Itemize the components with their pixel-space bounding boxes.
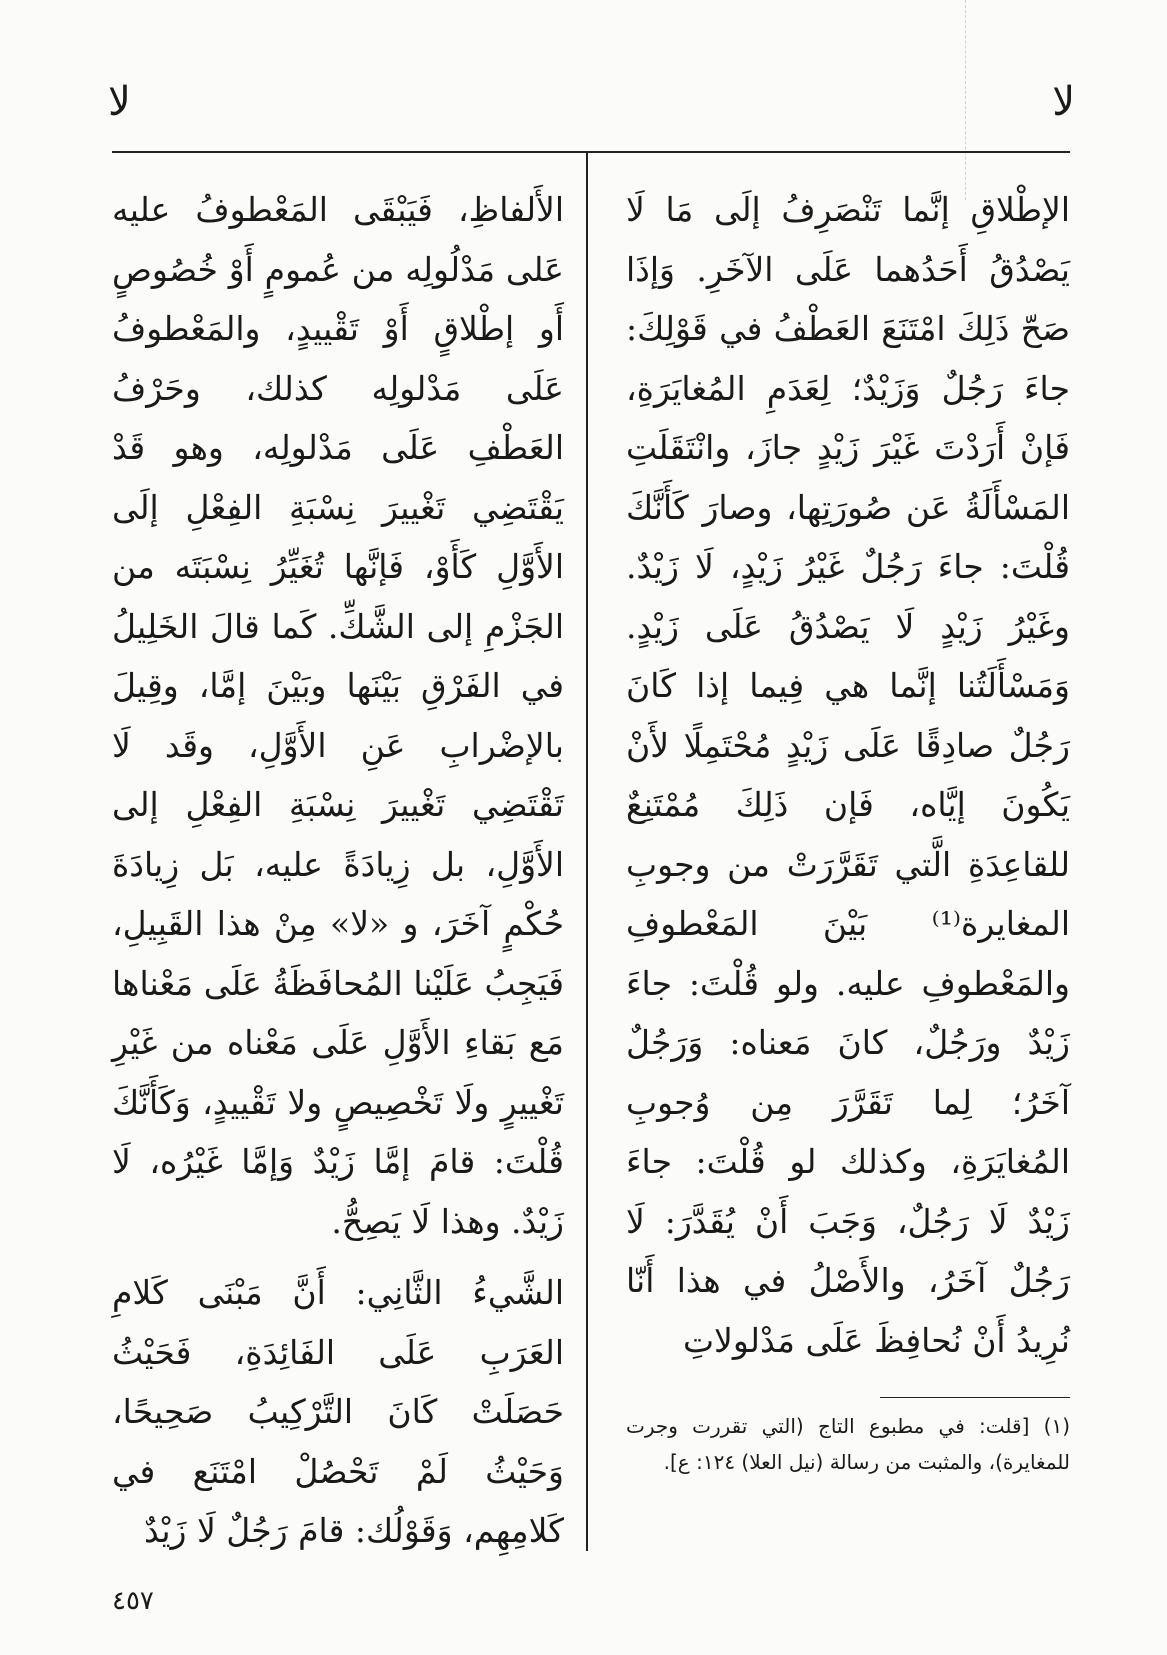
left-column-paragraph-1: الأَلفاظِ، فَيَبْقَى المَعْطوفُ عليه عَلى مَدْلُولِه من عُمومٍ أَوْ خُصُوصٍ أَو إطْلاقٍ أَوْ تَقْييدٍ، والمَعْطوفُ عَلَى مَدْلولِه كذلك، وحَرْفُ العَطْفِ عَلَى مَدْلولِه، وهو قَدْ يَقْتَضِي تَغْييرَ نِسْبَةِ الفِعْلِ إلَى الأَوَّلِ كَأَوْ، فَإنَّها تُغَيِّرُ نِسْبَتَه من الجَزْمِ إلى الشَّكِّ. كَما قالَ الخَلِيلُ في الفَرْقِ بَيْنَها وبَيْنَ إمَّا، وقِيلَ بالإضْرابِ عَنِ الأَوَّلِ، وقَد لَا تَقْتَضِي تَغْييرَ نِسْبَةِ الفِعْلِ إلى الأَوَّلِ، بل زِيادَةً عليه، بَل زِيادَةَ حُكْمٍ آخَرَ، و «لا» مِنْ هذا القَبِيلِ، فَيَجِبُ عَلَيْنا المُحافَظَةُ عَلَى مَعْناها مَع بَقاءِ الأَوَّلِ عَلَى مَعْناه من غَيْرِ تَغْييرٍ ولَا تَخْصِيصٍ ولا تَقْييدٍ، وَكَأَنَّكَ قُلْتَ: قامَ إمَّا زَيْدٌ وَإمَّا غَيْرُه، لَا زَيْدٌ. وهذا لَا يَصِحُّ. <box>112 190 564 1241</box>
page-number: ٤٥٧ <box>112 1586 154 1616</box>
right-column-paragraph: الإطْلاقِ إنَّما تَنْصَرِفُ إلَى مَا لَا يَصْدُقُ أَحَدُهما عَلَى الآخَرِ. وَإذَا صَحّ ذَلِكَ امْتَنَعَ العَطْفُ في قَوْلِكَ: جاءَ رَجُلٌ وَزَيْدٌ؛ لِعَدَمِ المُغايَرَةِ، فَإنْ أَرَدْتَ غَيْرَ زَيْدٍ جازَ، وانْتَقَلَتِ المَسْأَلَةُ عَن صُورَتِها، وصارَ كَأَنَّكَ قُلْتَ: جاءَ رَجُلٌ غَيْرُ زَيْدٍ، لَا زَيْدٌ. وغَيْرُ زَيْدٍ لَا يَصْدُقُ عَلَى زَيْدٍ. وَمَسْأَلَتُنا إنَّما هي فِيما إذا كَانَ رَجُلٌ صادِقًا عَلَى زَيْدٍ مُحْتَمِلًا لأَنْ يَكُونَ إيَّاه، فَإن ذَلِكَ مُمْتَنِعٌ للقاعِدَةِ الَّتي تَقَرَّرَتْ من وجوبِ المغايرة⁽¹⁾ بَيْنَ المَعْطوفِ والمَعْطوفِ عليه. ولو قُلْتَ: جاءَ زَيْدٌ ورَجُلٌ، كانَ مَعناه: وَرَجُلٌ آخَرُ؛ لِما تَقَرَّرَ مِن وُجوبِ المُغايَرَةِ، وكذلك لو قُلْتَ: جاءَ زَيْدٌ لَا رَجُلٌ، وَجَبَ أَنْ يُقَدَّرَ: لَا رَجُلٌ آخَرُ، والأَصْلُ في هذا أَنّا نُرِيدُ أَنْ نُحافِظَ عَلَى مَدْلولاتِ <box>626 190 1070 1360</box>
running-header-right: لا <box>1052 79 1075 125</box>
left-column-paragraph-2: الشَّيءُ الثَّانِي: أَنَّ مَبْنَى كَلامِ العَرَبِ عَلَى الفَائِدَةِ، فَحَيْثُ حَصَلَتْ كَانَ التَّرْكِيبُ صَحِيحًا، وَحَيْثُ لَمْ تَحْصُلْ امْتَنَع في كَلامِهِم، وَقَوْلُك: قامَ رَجُلٌ لَا زَيْدٌ <box>112 1273 564 1550</box>
footnote-rule <box>880 1397 1070 1398</box>
footnote: (١) [قلت: في مطبوع التاج (التي تقررت وجرت للمغايرة)، والمثبت من رسالة (نيل العلا) ١٢٤: ع]. <box>626 1414 1070 1474</box>
scan-guide-line <box>965 0 966 200</box>
running-header-left: لا <box>108 79 131 125</box>
header-rule <box>112 151 1070 153</box>
right-column-text <box>626 180 1070 1370</box>
left-column-text <box>112 180 564 1561</box>
column-divider <box>586 151 588 1551</box>
